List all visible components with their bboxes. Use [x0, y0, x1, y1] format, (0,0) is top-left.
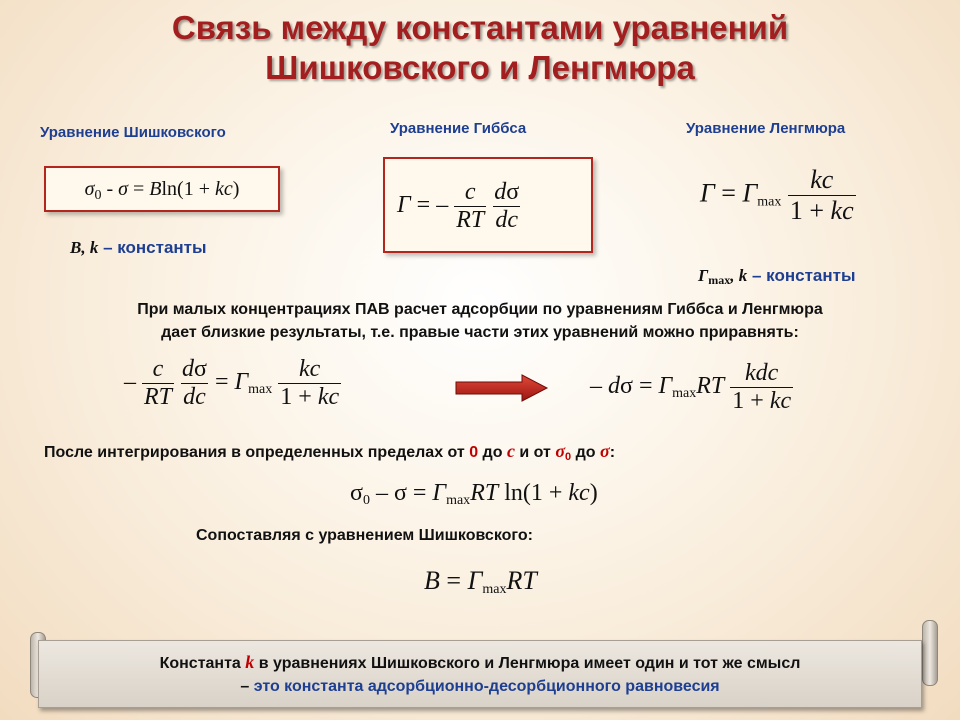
- langmuir-constants-k: , k: [730, 266, 748, 285]
- shishkovsky-constants-symbols: B, k: [70, 238, 99, 257]
- integration-sigma0: σ: [555, 441, 566, 461]
- conclusion-line1-start: Константа: [159, 655, 246, 672]
- paragraph-integration: [44, 440, 615, 469]
- paragraph1-line1: При малых концентрациях ПАВ расчет адсорбции по уравнениям Гиббса и Ленгмюра: [137, 301, 823, 318]
- conclusion-line2: [39, 675, 921, 698]
- integration-text-2: до: [478, 444, 507, 461]
- label-shishkovsky: Уравнение Шишковского: [40, 124, 226, 141]
- title-line-1: Связь между константами уравнений: [171, 9, 789, 46]
- conclusion-line1: [39, 651, 921, 675]
- paragraph1-line2: дает близкие результаты, т.е. правые части этих уравнений можно приравнять:: [161, 324, 799, 341]
- langmuir-constants-sub: max: [708, 273, 731, 287]
- page-title: [0, 8, 960, 88]
- shishkovsky-constants: [70, 238, 207, 258]
- equated-equation: – $\frac{c}{RT}$ $\frac{d\sigma}{dc}$ = $\Gamma_{max}$ $\frac{kc}{1 + kc}$: [124, 356, 340, 410]
- conclusion-line2-text: это константа адсорбционно-десорбционного равновесия: [253, 678, 720, 695]
- right-arrow-icon: [454, 374, 550, 402]
- label-langmuir: Уравнение Ленгмюра: [686, 120, 846, 137]
- conclusion-text: [39, 641, 921, 698]
- gibbs-equation: Γ = – $\frac{c}{RT}$ $\frac{d\sigma}{dc}$: [383, 157, 593, 253]
- langmuir-constants-text: – константы: [747, 266, 856, 285]
- conclusion-line1-end: в уравнениях Шишковского и Ленгмюра имеет один и тот же смысл: [254, 655, 801, 672]
- conclusion-dash: –: [240, 678, 254, 695]
- integration-text-1: После интегрирования в определенных пределах от: [44, 444, 470, 461]
- label-gibbs: Уравнение Гиббса: [390, 120, 527, 137]
- langmuir-constants-gamma: Γ: [698, 266, 709, 285]
- paragraph-comparison: Сопоставляя с уравнением Шишковского:: [196, 527, 533, 544]
- paragraph-small-concentrations: [0, 298, 960, 344]
- conclusion-banner: [38, 640, 922, 708]
- conclusion-k: k: [245, 652, 255, 672]
- integration-sigma0-sub: 0: [565, 451, 572, 463]
- integration-text-5: :: [609, 444, 616, 461]
- shishkovsky-equation: $\sigma_0 - \sigma = Bln(1 + kc)$: [44, 166, 280, 212]
- integration-text-4: до: [571, 444, 600, 461]
- scroll-right-curl: [922, 620, 938, 686]
- final-equation: $B = \Gamma_{max}RT$: [424, 566, 537, 597]
- integration-c: c: [506, 441, 515, 461]
- shishkovsky-constants-text: – константы: [98, 238, 207, 257]
- integrated-equation: $\sigma_0 - \sigma = \Gamma_{max}RT$ ln(1 + kc): [350, 480, 598, 508]
- integration-zero: 0: [469, 444, 479, 461]
- rearranged-equation: – $d\sigma = \Gamma_{max}RT$ $\frac{\text{kdc}}{1 + kc}$: [590, 360, 792, 414]
- integration-text-3: и от: [514, 444, 556, 461]
- integration-sigma: σ: [599, 441, 610, 461]
- title-line-2: Шишковского и Ленгмюра: [265, 49, 695, 86]
- langmuir-equation: $\Gamma = \Gamma_{max}$ $\frac{kc}{1 + kc}$: [700, 165, 854, 225]
- langmuir-constants: [698, 266, 855, 288]
